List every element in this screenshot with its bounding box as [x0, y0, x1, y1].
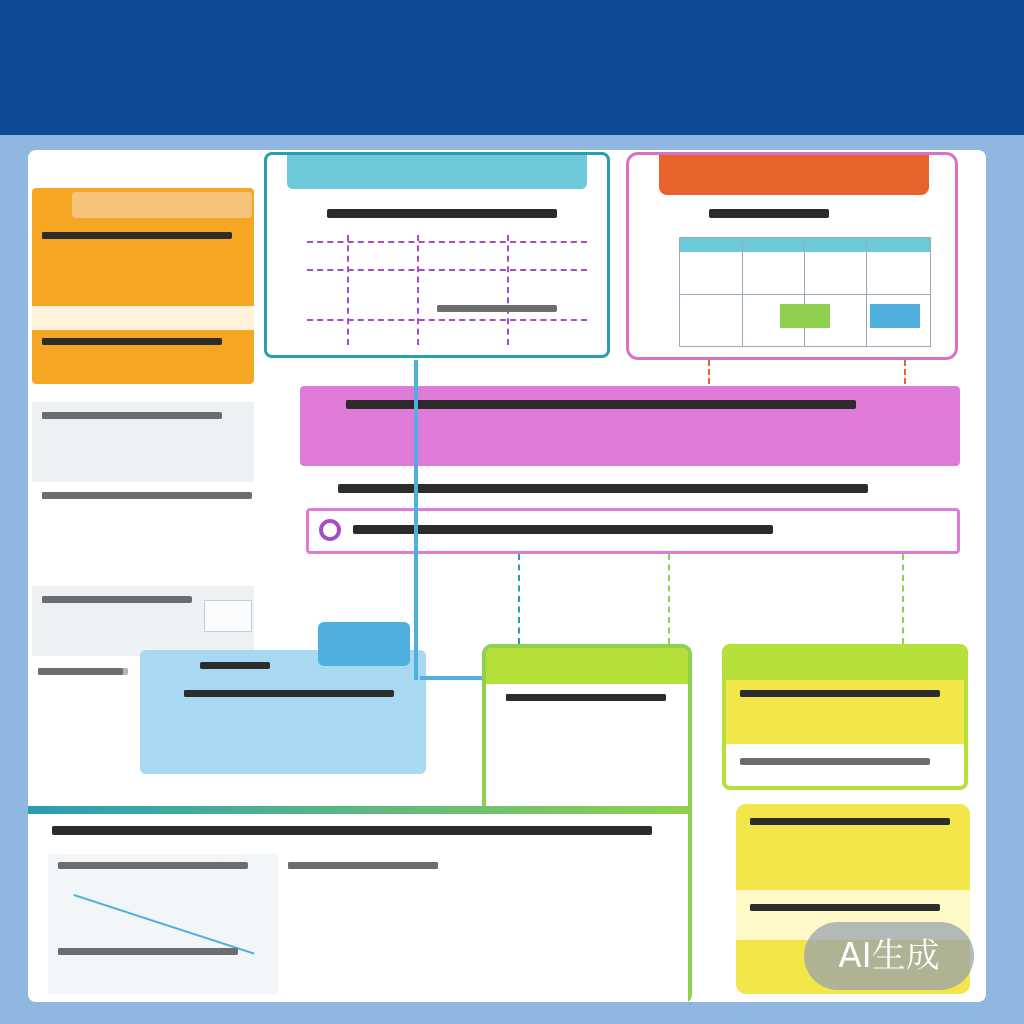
banner-subline — [338, 478, 878, 498]
purple-callout — [306, 508, 960, 554]
card-title-tab — [659, 155, 929, 195]
magenta-banner — [300, 386, 960, 466]
bottom-section — [28, 806, 688, 1002]
infographic-canvas — [28, 150, 986, 1002]
panel-header-bar — [72, 192, 252, 218]
card-title-tab — [287, 155, 587, 189]
callout-circle-icon — [319, 519, 341, 541]
right-top-card — [626, 152, 958, 360]
center-top-card — [264, 152, 610, 358]
blue-tag — [318, 622, 410, 666]
page-title — [48, 24, 988, 110]
panel-white-band — [32, 306, 254, 330]
light-blue-card — [140, 650, 426, 774]
left-orange-panel — [32, 188, 254, 384]
table-grid — [679, 237, 931, 347]
left-text-block-2 — [32, 488, 262, 578]
header-banner — [0, 0, 1024, 135]
left-text-block-3 — [32, 586, 254, 656]
left-text-block — [32, 402, 254, 482]
left-text-block-4 — [32, 662, 142, 762]
yellow-card — [722, 644, 968, 790]
ai-generated-badge: AI生成 — [804, 922, 974, 990]
thumbnail — [204, 600, 252, 632]
